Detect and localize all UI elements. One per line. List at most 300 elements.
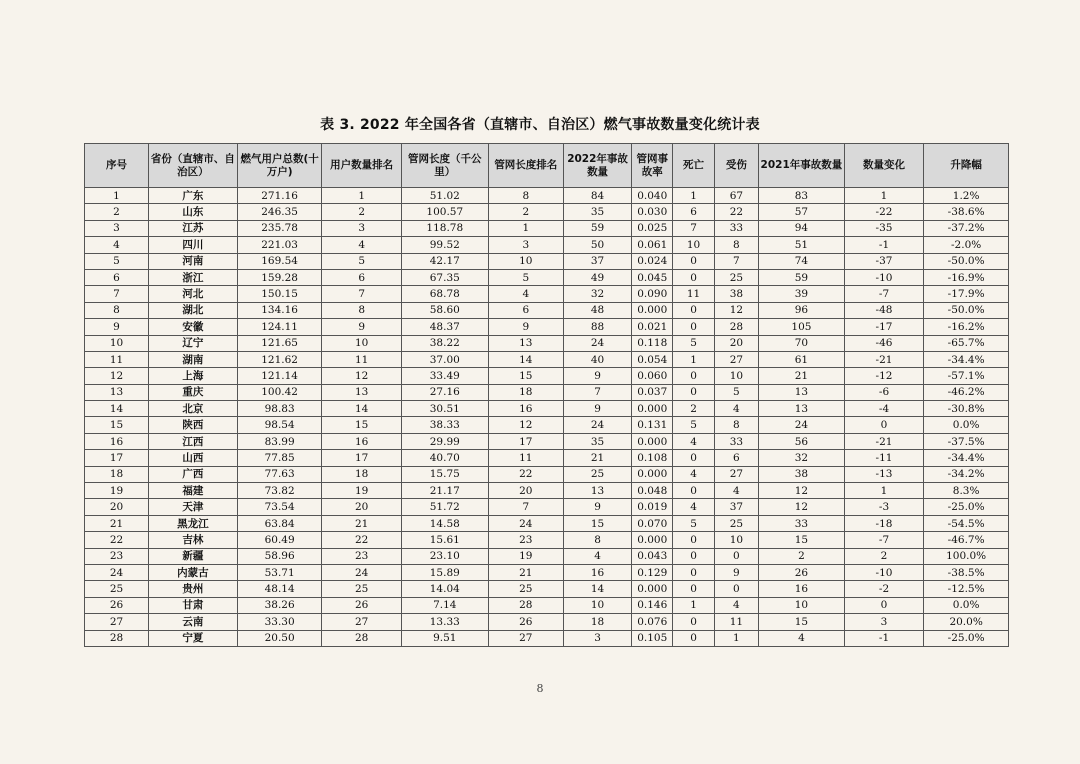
table-cell: 11 [488, 450, 563, 466]
table-cell: 0.054 [632, 351, 673, 367]
table-cell: 150.15 [237, 286, 322, 302]
table-cell: 124.11 [237, 319, 322, 335]
table-cell: 0 [714, 548, 758, 564]
table-cell: 1 [322, 188, 401, 204]
table-cell: -16.9% [924, 269, 1009, 285]
table-row [85, 302, 1009, 318]
table-row [85, 286, 1009, 302]
table-cell: 17 [488, 433, 563, 449]
table-cell: 2 [322, 204, 401, 220]
table-cell: 7 [714, 253, 758, 269]
table-cell: 221.03 [237, 237, 322, 253]
column-header: 2021年事故数量 [759, 144, 845, 188]
table-cell: 23.10 [401, 548, 488, 564]
table-cell: 14 [488, 351, 563, 367]
table-cell: 0.070 [632, 515, 673, 531]
table-cell: 0.025 [632, 220, 673, 236]
table-row [85, 433, 1009, 449]
table-cell: 26 [322, 597, 401, 613]
table-cell: 0.118 [632, 335, 673, 351]
province-cell: 湖南 [149, 351, 238, 367]
table-cell: 2 [85, 204, 149, 220]
table-cell: 3 [488, 237, 563, 253]
table-cell: 32 [564, 286, 632, 302]
table-cell: 8 [714, 237, 758, 253]
table-cell: 4 [85, 237, 149, 253]
table-cell: 10 [714, 368, 758, 384]
province-cell: 广东 [149, 188, 238, 204]
table-cell: 60.49 [237, 532, 322, 548]
table-cell: 48.14 [237, 581, 322, 597]
table-cell: 10 [322, 335, 401, 351]
table-row [85, 614, 1009, 630]
table-cell: 13 [564, 483, 632, 499]
table-cell: 6 [85, 269, 149, 285]
table-cell: -1 [844, 630, 923, 646]
province-cell: 重庆 [149, 384, 238, 400]
province-cell: 浙江 [149, 269, 238, 285]
column-header: 受伤 [714, 144, 758, 188]
table-cell: -48 [844, 302, 923, 318]
table-cell: 15.61 [401, 532, 488, 548]
table-cell: 4 [322, 237, 401, 253]
table-cell: 121.14 [237, 368, 322, 384]
column-header: 省份（直辖市、自治区） [149, 144, 238, 188]
table-cell: 33 [714, 433, 758, 449]
table-cell: 21 [759, 368, 845, 384]
column-header: 管网事故率 [632, 144, 673, 188]
province-cell: 新疆 [149, 548, 238, 564]
table-cell: 40 [564, 351, 632, 367]
table-cell: 13 [322, 384, 401, 400]
table-cell: 50 [564, 237, 632, 253]
table-cell: 20.0% [924, 614, 1009, 630]
table-cell: 0.000 [632, 433, 673, 449]
table-cell: 8 [488, 188, 563, 204]
table-cell: 0.045 [632, 269, 673, 285]
table-cell: 83 [759, 188, 845, 204]
table-cell: 59 [564, 220, 632, 236]
province-cell: 福建 [149, 483, 238, 499]
column-header: 燃气用户总数(十万户) [237, 144, 322, 188]
table-header-row [85, 144, 1009, 188]
table-cell: 37.00 [401, 351, 488, 367]
table-cell: 63.84 [237, 515, 322, 531]
table-cell: 7.14 [401, 597, 488, 613]
table-cell: -25.0% [924, 630, 1009, 646]
table-cell: 83.99 [237, 433, 322, 449]
table-cell: 26 [85, 597, 149, 613]
table-cell: -46.7% [924, 532, 1009, 548]
province-cell: 江苏 [149, 220, 238, 236]
table-cell: 10 [673, 237, 714, 253]
table-cell: 25 [322, 581, 401, 597]
table-cell: 9 [488, 319, 563, 335]
table-cell: -34.2% [924, 466, 1009, 482]
table-cell: 169.54 [237, 253, 322, 269]
province-cell: 内蒙古 [149, 564, 238, 580]
table-body [85, 188, 1009, 647]
table-cell: 16 [322, 433, 401, 449]
province-cell: 河南 [149, 253, 238, 269]
table-cell: 134.16 [237, 302, 322, 318]
province-cell: 山东 [149, 204, 238, 220]
province-cell: 北京 [149, 401, 238, 417]
table-cell: 8.3% [924, 483, 1009, 499]
table-cell: -6 [844, 384, 923, 400]
table-cell: 57 [759, 204, 845, 220]
table-cell: -30.8% [924, 401, 1009, 417]
table-cell: 4 [488, 286, 563, 302]
table-cell: -12.5% [924, 581, 1009, 597]
table-cell: 30.51 [401, 401, 488, 417]
table-cell: -37 [844, 253, 923, 269]
table-cell: 16 [488, 401, 563, 417]
table-cell: 5 [322, 253, 401, 269]
table-cell: 10 [759, 597, 845, 613]
table-cell: 73.54 [237, 499, 322, 515]
province-cell: 甘肃 [149, 597, 238, 613]
table-cell: 2 [759, 548, 845, 564]
table-cell: 1 [488, 220, 563, 236]
table-cell: -46 [844, 335, 923, 351]
table-cell: 25 [488, 581, 563, 597]
column-header: 序号 [85, 144, 149, 188]
table-cell: 67.35 [401, 269, 488, 285]
table-cell: 23 [322, 548, 401, 564]
table-cell: 42.17 [401, 253, 488, 269]
table-cell: 18 [488, 384, 563, 400]
table-row [85, 630, 1009, 646]
table-row [85, 564, 1009, 580]
table-cell: 20 [85, 499, 149, 515]
table-cell: 58.96 [237, 548, 322, 564]
table-cell: 7 [673, 220, 714, 236]
table-cell: 17 [85, 450, 149, 466]
table-cell: 35 [564, 204, 632, 220]
table-cell: 21.17 [401, 483, 488, 499]
column-header: 管网长度（千公里） [401, 144, 488, 188]
table-cell: 0.0% [924, 597, 1009, 613]
table-cell: -18 [844, 515, 923, 531]
table-cell: 11 [714, 614, 758, 630]
table-cell: 25 [564, 466, 632, 482]
table-cell: 7 [488, 499, 563, 515]
table-row [85, 319, 1009, 335]
table-cell: 23 [488, 532, 563, 548]
table-cell: 12 [85, 368, 149, 384]
table-cell: 0 [673, 450, 714, 466]
table-row [85, 417, 1009, 433]
table-cell: 28 [322, 630, 401, 646]
table-cell: 21 [488, 564, 563, 580]
table-cell: 4 [673, 499, 714, 515]
column-header: 数量变化 [844, 144, 923, 188]
table-cell: -17.9% [924, 286, 1009, 302]
table-cell: -65.7% [924, 335, 1009, 351]
table-cell: -37.5% [924, 433, 1009, 449]
table-cell: 27 [488, 630, 563, 646]
province-cell: 陕西 [149, 417, 238, 433]
table-row [85, 532, 1009, 548]
table-cell: 0 [673, 614, 714, 630]
province-cell: 安徽 [149, 319, 238, 335]
table-cell: 18 [85, 466, 149, 482]
table-cell: 15 [322, 417, 401, 433]
table-cell: 6 [488, 302, 563, 318]
table-cell: -10 [844, 269, 923, 285]
table-cell: 0.000 [632, 532, 673, 548]
table-cell: 12 [759, 483, 845, 499]
table-cell: 25 [714, 269, 758, 285]
table-row [85, 548, 1009, 564]
table-cell: 18 [322, 466, 401, 482]
table-cell: 15 [488, 368, 563, 384]
table-cell: 99.52 [401, 237, 488, 253]
table-cell: 235.78 [237, 220, 322, 236]
table-cell: -34.4% [924, 351, 1009, 367]
table-cell: 0.060 [632, 368, 673, 384]
table-cell: 12 [759, 499, 845, 515]
table-cell: -37.2% [924, 220, 1009, 236]
table-cell: 17 [322, 450, 401, 466]
table-cell: 14.04 [401, 581, 488, 597]
table-cell: -11 [844, 450, 923, 466]
table-cell: 0.037 [632, 384, 673, 400]
table-cell: 8 [564, 532, 632, 548]
table-cell: 19 [322, 483, 401, 499]
table-cell: 0 [673, 384, 714, 400]
table-cell: 118.78 [401, 220, 488, 236]
province-cell: 辽宁 [149, 335, 238, 351]
table-cell: -2 [844, 581, 923, 597]
table-cell: -54.5% [924, 515, 1009, 531]
table-cell: 10 [85, 335, 149, 351]
table-cell: 4 [673, 433, 714, 449]
table-cell: 13 [759, 384, 845, 400]
table-cell: 0 [673, 368, 714, 384]
table-cell: 20 [714, 335, 758, 351]
table-cell: 12 [322, 368, 401, 384]
table-cell: 0 [673, 581, 714, 597]
table-cell: 10 [714, 532, 758, 548]
table-cell: 26 [759, 564, 845, 580]
table-cell: -34.4% [924, 450, 1009, 466]
table-cell: 5 [85, 253, 149, 269]
table-cell: -50.0% [924, 253, 1009, 269]
table-cell: 0.043 [632, 548, 673, 564]
table-cell: 24 [564, 335, 632, 351]
gas-accident-stats-table [84, 143, 1009, 647]
table-cell: 14.58 [401, 515, 488, 531]
table-cell: 2 [673, 401, 714, 417]
table-cell: 48.37 [401, 319, 488, 335]
table-cell: -2.0% [924, 237, 1009, 253]
table-cell: 12 [714, 302, 758, 318]
table-cell: 10 [488, 253, 563, 269]
table-cell: 100.42 [237, 384, 322, 400]
table-row [85, 220, 1009, 236]
table-cell: -22 [844, 204, 923, 220]
table-cell: 21 [564, 450, 632, 466]
table-cell: 0.040 [632, 188, 673, 204]
table-cell: 0 [673, 319, 714, 335]
province-cell: 吉林 [149, 532, 238, 548]
table-cell: 14 [85, 401, 149, 417]
table-cell: 0.0% [924, 417, 1009, 433]
table-cell: 0 [714, 581, 758, 597]
table-cell: 19 [488, 548, 563, 564]
province-cell: 湖北 [149, 302, 238, 318]
table-cell: 4 [714, 483, 758, 499]
table-cell: 159.28 [237, 269, 322, 285]
table-cell: 0.105 [632, 630, 673, 646]
table-cell: 0 [673, 630, 714, 646]
table-cell: -35 [844, 220, 923, 236]
table-row [85, 188, 1009, 204]
table-cell: 0 [673, 253, 714, 269]
table-cell: 0.021 [632, 319, 673, 335]
table-cell: 26 [488, 614, 563, 630]
table-cell: 28 [714, 319, 758, 335]
table-cell: 0.019 [632, 499, 673, 515]
table-row [85, 253, 1009, 269]
table-cell: 32 [759, 450, 845, 466]
table-cell: 20 [488, 483, 563, 499]
table-cell: 6 [714, 450, 758, 466]
table-cell: 16 [85, 433, 149, 449]
table-cell: 5 [673, 417, 714, 433]
table-cell: 74 [759, 253, 845, 269]
table-cell: 4 [714, 597, 758, 613]
table-row [85, 204, 1009, 220]
table-cell: 15 [85, 417, 149, 433]
table-cell: -38.5% [924, 564, 1009, 580]
table-cell: 16 [759, 581, 845, 597]
table-cell: 1 [844, 188, 923, 204]
table-cell: 37 [564, 253, 632, 269]
table-cell: 0.129 [632, 564, 673, 580]
table-cell: 1 [673, 188, 714, 204]
table-cell: 33 [714, 220, 758, 236]
table-cell: 35 [564, 433, 632, 449]
table-cell: 9 [714, 564, 758, 580]
table-cell: 7 [85, 286, 149, 302]
table-cell: 24 [564, 417, 632, 433]
table-cell: 0 [844, 417, 923, 433]
table-cell: -17 [844, 319, 923, 335]
table-cell: 9 [322, 319, 401, 335]
table-cell: 0 [673, 548, 714, 564]
table-cell: 246.35 [237, 204, 322, 220]
table-cell: 61 [759, 351, 845, 367]
table-row [85, 450, 1009, 466]
table-cell: 0.000 [632, 401, 673, 417]
table-cell: 0 [673, 269, 714, 285]
table-cell: 3 [322, 220, 401, 236]
table-cell: 12 [488, 417, 563, 433]
table-cell: 22 [488, 466, 563, 482]
column-header: 2022年事故数量 [564, 144, 632, 188]
table-row [85, 466, 1009, 482]
table-cell: 0.146 [632, 597, 673, 613]
table-cell: 25 [85, 581, 149, 597]
table-cell: -1 [844, 237, 923, 253]
table-cell: 0 [673, 532, 714, 548]
table-cell: 49 [564, 269, 632, 285]
table-cell: 59 [759, 269, 845, 285]
table-row [85, 515, 1009, 531]
table-cell: 20 [322, 499, 401, 515]
table-row [85, 384, 1009, 400]
table-cell: 27.16 [401, 384, 488, 400]
table-cell: 22 [714, 204, 758, 220]
table-cell: 22 [85, 532, 149, 548]
table-cell: 38 [759, 466, 845, 482]
table-cell: -38.6% [924, 204, 1009, 220]
table-cell: 27 [714, 351, 758, 367]
table-row [85, 401, 1009, 417]
table-cell: 9 [564, 401, 632, 417]
table-cell: 4 [714, 401, 758, 417]
table-cell: -3 [844, 499, 923, 515]
table-cell: 24 [488, 515, 563, 531]
table-cell: 51.72 [401, 499, 488, 515]
table-cell: 18 [564, 614, 632, 630]
table-cell: -13 [844, 466, 923, 482]
province-cell: 黑龙江 [149, 515, 238, 531]
table-cell: -4 [844, 401, 923, 417]
table-cell: 0 [673, 483, 714, 499]
province-cell: 江西 [149, 433, 238, 449]
table-title: 表 3. 2022 年全国各省（直辖市、自治区）燃气事故数量变化统计表 [320, 117, 760, 133]
table-cell: 24 [322, 564, 401, 580]
table-cell: -12 [844, 368, 923, 384]
table-cell: 14 [564, 581, 632, 597]
table-cell: -7 [844, 286, 923, 302]
table-cell: 28 [85, 630, 149, 646]
table-cell: 15.75 [401, 466, 488, 482]
table-cell: 38 [714, 286, 758, 302]
table-cell: 0 [673, 564, 714, 580]
table-cell: 13 [488, 335, 563, 351]
province-cell: 广西 [149, 466, 238, 482]
table-cell: 27 [85, 614, 149, 630]
province-cell: 云南 [149, 614, 238, 630]
table-row [85, 581, 1009, 597]
table-cell: 70 [759, 335, 845, 351]
table-row [85, 499, 1009, 515]
table-cell: -25.0% [924, 499, 1009, 515]
table-cell: 11 [322, 351, 401, 367]
table-cell: -57.1% [924, 368, 1009, 384]
table-cell: -10 [844, 564, 923, 580]
table-cell: 25 [714, 515, 758, 531]
table-cell: 98.54 [237, 417, 322, 433]
table-cell: 40.70 [401, 450, 488, 466]
table-cell: 28 [488, 597, 563, 613]
table-cell: 56 [759, 433, 845, 449]
table-cell: -21 [844, 433, 923, 449]
table-cell: 77.85 [237, 450, 322, 466]
table-cell: 13 [759, 401, 845, 417]
table-cell: 94 [759, 220, 845, 236]
column-header: 死亡 [673, 144, 714, 188]
table-cell: 39 [759, 286, 845, 302]
table-cell: -46.2% [924, 384, 1009, 400]
table-cell: 0.048 [632, 483, 673, 499]
table-cell: 58.60 [401, 302, 488, 318]
